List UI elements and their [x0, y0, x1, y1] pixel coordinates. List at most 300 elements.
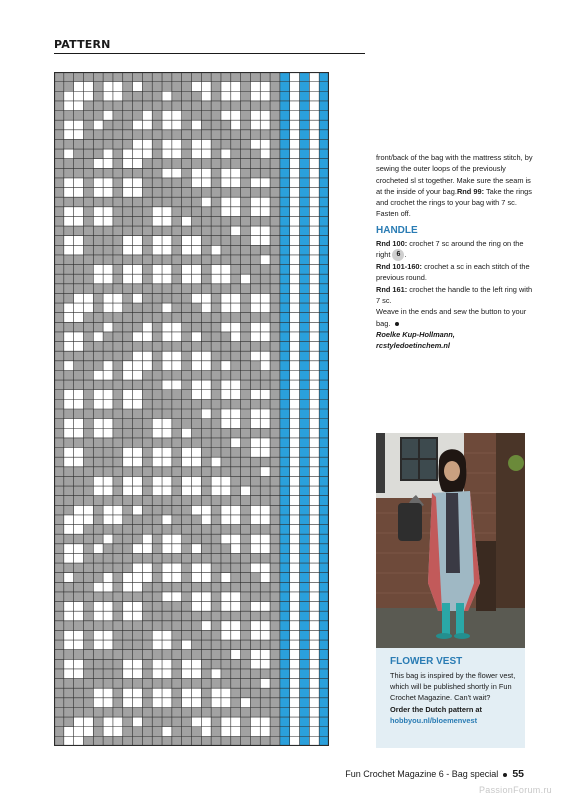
- chart-cell: [319, 563, 329, 573]
- chart-cell: [142, 467, 152, 477]
- chart-cell: [290, 438, 300, 448]
- chart-cell: [221, 168, 231, 178]
- chart-cell: [83, 159, 93, 169]
- chart-cell: [221, 130, 231, 140]
- chart-cell: [309, 159, 319, 169]
- chart-cell: [182, 486, 192, 496]
- chart-cell: [103, 505, 113, 515]
- chart-cell: [162, 563, 172, 573]
- chart-cell: [113, 525, 123, 535]
- chart-cell: [300, 255, 310, 265]
- chart-cell: [319, 342, 329, 352]
- chart-cell: [221, 736, 231, 746]
- chart-cell: [221, 342, 231, 352]
- chart-cell: [270, 91, 280, 101]
- chart-cell: [231, 428, 241, 438]
- chart-cell: [270, 188, 280, 198]
- chart-cell: [54, 534, 64, 544]
- chart-cell: [113, 707, 123, 717]
- chart-cell: [201, 707, 211, 717]
- chart-cell: [300, 380, 310, 390]
- chart-cell: [270, 428, 280, 438]
- chart-cell: [83, 178, 93, 188]
- chart-cell: [270, 139, 280, 149]
- chart-cell: [54, 611, 64, 621]
- chart-cell: [172, 149, 182, 159]
- chart-cell: [260, 602, 270, 612]
- chart-cell: [290, 592, 300, 602]
- chart-cell: [300, 111, 310, 121]
- chart-cell: [74, 322, 84, 332]
- chart-cell: [133, 736, 143, 746]
- chart-cell: [64, 515, 74, 525]
- chart-cell: [192, 525, 202, 535]
- chart-cell: [54, 322, 64, 332]
- chart-cell: [103, 707, 113, 717]
- chart-cell: [221, 428, 231, 438]
- chart-cell: [172, 602, 182, 612]
- chart-cell: [241, 457, 251, 467]
- chart-cell: [221, 582, 231, 592]
- chart-cell: [211, 457, 221, 467]
- chart-cell: [192, 467, 202, 477]
- chart-cell: [152, 342, 162, 352]
- chart-cell: [231, 467, 241, 477]
- chart-cell: [319, 226, 329, 236]
- chart-cell: [201, 419, 211, 429]
- chart-cell: [241, 476, 251, 486]
- chart-cell: [152, 245, 162, 255]
- chart-cell: [290, 419, 300, 429]
- chart-cell: [290, 293, 300, 303]
- chart-cell: [309, 265, 319, 275]
- chart-cell: [260, 342, 270, 352]
- chart-cell: [201, 602, 211, 612]
- chart-cell: [54, 630, 64, 640]
- chart-cell: [211, 226, 221, 236]
- chart-cell: [142, 409, 152, 419]
- chart-cell: [182, 525, 192, 535]
- chart-cell: [162, 650, 172, 660]
- chart-cell: [113, 390, 123, 400]
- chart-cell: [221, 640, 231, 650]
- chart-cell: [83, 419, 93, 429]
- chart-cell: [241, 467, 251, 477]
- chart-cell: [192, 602, 202, 612]
- chart-cell: [152, 611, 162, 621]
- chart-cell: [162, 111, 172, 121]
- chart-cell: [270, 293, 280, 303]
- chart-cell: [182, 457, 192, 467]
- chart-cell: [74, 370, 84, 380]
- chart-cell: [309, 101, 319, 111]
- chart-cell: [172, 409, 182, 419]
- chart-cell: [290, 351, 300, 361]
- chart-cell: [64, 448, 74, 458]
- chart-cell: [211, 139, 221, 149]
- chart-cell: [103, 630, 113, 640]
- chart-cell: [74, 534, 84, 544]
- chart-cell: [54, 399, 64, 409]
- chart-cell: [74, 197, 84, 207]
- chart-cell: [162, 226, 172, 236]
- chart-cell: [211, 197, 221, 207]
- chart-cell: [319, 245, 329, 255]
- chart-cell: [201, 659, 211, 669]
- chart-cell: [270, 380, 280, 390]
- chart-cell: [172, 525, 182, 535]
- chart-cell: [93, 669, 103, 679]
- chart-cell: [93, 159, 103, 169]
- chart-cell: [83, 236, 93, 246]
- chart-cell: [113, 688, 123, 698]
- chart-cell: [260, 130, 270, 140]
- chart-cell: [221, 650, 231, 660]
- chart-cell: [93, 707, 103, 717]
- chart-cell: [231, 226, 241, 236]
- chart-cell: [201, 159, 211, 169]
- chart-cell: [152, 476, 162, 486]
- chart-cell: [231, 659, 241, 669]
- chart-cell: [201, 313, 211, 323]
- chart-cell: [142, 101, 152, 111]
- chart-cell: [182, 226, 192, 236]
- chart-cell: [142, 553, 152, 563]
- chart-cell: [270, 236, 280, 246]
- chart-cell: [250, 525, 260, 535]
- chart-cell: [103, 515, 113, 525]
- chart-cell: [290, 573, 300, 583]
- chart-cell: [211, 525, 221, 535]
- chart-cell: [64, 82, 74, 92]
- chart-cell: [319, 448, 329, 458]
- chart-cell: [152, 216, 162, 226]
- chart-cell: [280, 399, 290, 409]
- chart-cell: [83, 313, 93, 323]
- chart-cell: [152, 630, 162, 640]
- chart-cell: [54, 573, 64, 583]
- chart-cell: [309, 216, 319, 226]
- chart-cell: [211, 293, 221, 303]
- chart-cell: [290, 476, 300, 486]
- chart-cell: [231, 563, 241, 573]
- chart-cell: [192, 399, 202, 409]
- chart-cell: [133, 380, 143, 390]
- chart-cell: [74, 496, 84, 506]
- chart-cell: [83, 717, 93, 727]
- chart-cell: [152, 582, 162, 592]
- chart-cell: [260, 467, 270, 477]
- chart-cell: [260, 659, 270, 669]
- chart-cell: [142, 370, 152, 380]
- chart-cell: [74, 727, 84, 737]
- chart-cell: [182, 592, 192, 602]
- chart-cell: [250, 698, 260, 708]
- chart-cell: [319, 370, 329, 380]
- chart-cell: [182, 534, 192, 544]
- chart-cell: [211, 101, 221, 111]
- chart-cell: [133, 457, 143, 467]
- chart-cell: [103, 342, 113, 352]
- chart-cell: [290, 284, 300, 294]
- chart-cell: [172, 351, 182, 361]
- chart-cell: [93, 409, 103, 419]
- chart-cell: [290, 168, 300, 178]
- chart-cell: [280, 284, 290, 294]
- chart-cell: [290, 130, 300, 140]
- chart-cell: [201, 120, 211, 130]
- chart-cell: [172, 245, 182, 255]
- chart-cell: [93, 216, 103, 226]
- chart-cell: [152, 515, 162, 525]
- chart-cell: [241, 602, 251, 612]
- chart-cell: [74, 515, 84, 525]
- chart-cell: [211, 236, 221, 246]
- chart-cell: [221, 245, 231, 255]
- chart-cell: [54, 236, 64, 246]
- chart-cell: [309, 698, 319, 708]
- chart-cell: [172, 486, 182, 496]
- chart-cell: [231, 72, 241, 82]
- chart-cell: [133, 707, 143, 717]
- chart-cell: [319, 669, 329, 679]
- chart-cell: [280, 525, 290, 535]
- chart-cell: [113, 342, 123, 352]
- chart-cell: [113, 419, 123, 429]
- chart-cell: [270, 563, 280, 573]
- chart-cell: [123, 573, 133, 583]
- chart-cell: [64, 322, 74, 332]
- chart-cell: [192, 322, 202, 332]
- chart-cell: [241, 592, 251, 602]
- chart-cell: [142, 159, 152, 169]
- chart-cell: [152, 727, 162, 737]
- chart-cell: [290, 245, 300, 255]
- chart-cell: [231, 178, 241, 188]
- chart-cell: [133, 226, 143, 236]
- chart-cell: [83, 553, 93, 563]
- chart-cell: [201, 698, 211, 708]
- chart-cell: [113, 274, 123, 284]
- chart-cell: [280, 390, 290, 400]
- chart-cell: [260, 688, 270, 698]
- chart-cell: [133, 592, 143, 602]
- chart-cell: [300, 659, 310, 669]
- chart-cell: [231, 351, 241, 361]
- chart-cell: [54, 101, 64, 111]
- chart-cell: [260, 168, 270, 178]
- chart-cell: [142, 688, 152, 698]
- chart-cell: [152, 736, 162, 746]
- chart-cell: [290, 159, 300, 169]
- chart-cell: [280, 226, 290, 236]
- chart-cell: [123, 659, 133, 669]
- chart-cell: [54, 91, 64, 101]
- chart-cell: [319, 188, 329, 198]
- chart-cell: [123, 563, 133, 573]
- chart-cell: [54, 438, 64, 448]
- chart-cell: [172, 544, 182, 554]
- chart-cell: [54, 544, 64, 554]
- chart-cell: [93, 178, 103, 188]
- chart-cell: [113, 168, 123, 178]
- chart-cell: [113, 226, 123, 236]
- chart-cell: [83, 428, 93, 438]
- chart-cell: [172, 582, 182, 592]
- chart-cell: [74, 380, 84, 390]
- chart-cell: [103, 640, 113, 650]
- chart-cell: [162, 149, 172, 159]
- chart-cell: [300, 419, 310, 429]
- chart-cell: [133, 640, 143, 650]
- chart-cell: [152, 553, 162, 563]
- chart-cell: [162, 245, 172, 255]
- chart-cell: [260, 457, 270, 467]
- chart-cell: [319, 592, 329, 602]
- chart-cell: [211, 428, 221, 438]
- chart-cell: [64, 419, 74, 429]
- chart-cell: [270, 130, 280, 140]
- chart-cell: [113, 669, 123, 679]
- chart-cell: [142, 322, 152, 332]
- chart-cell: [113, 82, 123, 92]
- chart-cell: [172, 650, 182, 660]
- chart-cell: [319, 332, 329, 342]
- chart-cell: [290, 736, 300, 746]
- chart-cell: [280, 188, 290, 198]
- chart-cell: [192, 688, 202, 698]
- chart-cell: [182, 544, 192, 554]
- chart-cell: [221, 370, 231, 380]
- chart-cell: [270, 399, 280, 409]
- chart-cell: [103, 370, 113, 380]
- chart-cell: [133, 573, 143, 583]
- sidebar-link[interactable]: hobbyou.nl/bloemenvest: [390, 715, 478, 725]
- chart-cell: [74, 303, 84, 313]
- chart-cell: [300, 188, 310, 198]
- chart-cell: [192, 82, 202, 92]
- chart-cell: [142, 582, 152, 592]
- chart-cell: [83, 727, 93, 737]
- chart-cell: [182, 342, 192, 352]
- chart-cell: [83, 332, 93, 342]
- chart-cell: [211, 274, 221, 284]
- chart-cell: [221, 467, 231, 477]
- chart-cell: [83, 293, 93, 303]
- chart-cell: [260, 197, 270, 207]
- chart-cell: [221, 399, 231, 409]
- finish-text: Weave in the ends and sew the button to your bag.: [376, 307, 527, 328]
- chart-cell: [162, 496, 172, 506]
- chart-cell: [162, 216, 172, 226]
- chart-cell: [221, 111, 231, 121]
- chart-cell: [309, 727, 319, 737]
- chart-cell: [113, 188, 123, 198]
- chart-cell: [74, 149, 84, 159]
- chart-cell: [231, 505, 241, 515]
- chart-cell: [152, 313, 162, 323]
- chart-cell: [192, 669, 202, 679]
- chart-cell: [93, 91, 103, 101]
- chart-cell: [250, 149, 260, 159]
- chart-cell: [83, 669, 93, 679]
- chart-cell: [133, 669, 143, 679]
- chart-cell: [142, 602, 152, 612]
- chart-cell: [319, 486, 329, 496]
- chart-cell: [74, 467, 84, 477]
- chart-cell: [142, 505, 152, 515]
- chart-cell: [192, 226, 202, 236]
- chart-cell: [162, 91, 172, 101]
- chart-cell: [241, 496, 251, 506]
- chart-cell: [319, 727, 329, 737]
- chart-cell: [83, 380, 93, 390]
- chart-cell: [280, 650, 290, 660]
- chart-cell: [319, 361, 329, 371]
- chart-cell: [182, 611, 192, 621]
- chart-cell: [270, 592, 280, 602]
- chart-cell: [300, 476, 310, 486]
- chart-cell: [211, 284, 221, 294]
- chart-cell: [152, 534, 162, 544]
- chart-cell: [250, 101, 260, 111]
- chart-cell: [309, 428, 319, 438]
- chart-cell: [221, 188, 231, 198]
- chart-cell: [123, 216, 133, 226]
- chart-cell: [280, 159, 290, 169]
- chart-cell: [221, 82, 231, 92]
- chart-cell: [54, 457, 64, 467]
- chart-cell: [270, 679, 280, 689]
- chart-cell: [201, 216, 211, 226]
- chart-cell: [172, 496, 182, 506]
- chart-cell: [142, 476, 152, 486]
- chart-cell: [309, 573, 319, 583]
- chart-cell: [270, 717, 280, 727]
- chart-cell: [270, 101, 280, 111]
- chart-cell: [280, 438, 290, 448]
- chart-cell: [182, 707, 192, 717]
- chart-cell: [152, 149, 162, 159]
- chart-cell: [123, 390, 133, 400]
- chart-cell: [83, 582, 93, 592]
- rnd100-line: [376, 238, 536, 261]
- chart-cell: [241, 284, 251, 294]
- chart-cell: [319, 351, 329, 361]
- chart-cell: [93, 255, 103, 265]
- chart-cell: [241, 419, 251, 429]
- chart-cell: [133, 563, 143, 573]
- chart-cell: [290, 659, 300, 669]
- chart-cell: [152, 659, 162, 669]
- chart-cell: [231, 553, 241, 563]
- chart-cell: [83, 255, 93, 265]
- chart-cell: [123, 505, 133, 515]
- chart-cell: [152, 274, 162, 284]
- chart-cell: [113, 573, 123, 583]
- chart-cell: [270, 496, 280, 506]
- chart-cell: [93, 602, 103, 612]
- chart-cell: [231, 409, 241, 419]
- chart-cell: [93, 111, 103, 121]
- chart-cell: [260, 91, 270, 101]
- chart-cell: [211, 111, 221, 121]
- chart-cell: [221, 390, 231, 400]
- chart-cell: [103, 611, 113, 621]
- chart-cell: [172, 313, 182, 323]
- chart-cell: [260, 448, 270, 458]
- chart-cell: [83, 467, 93, 477]
